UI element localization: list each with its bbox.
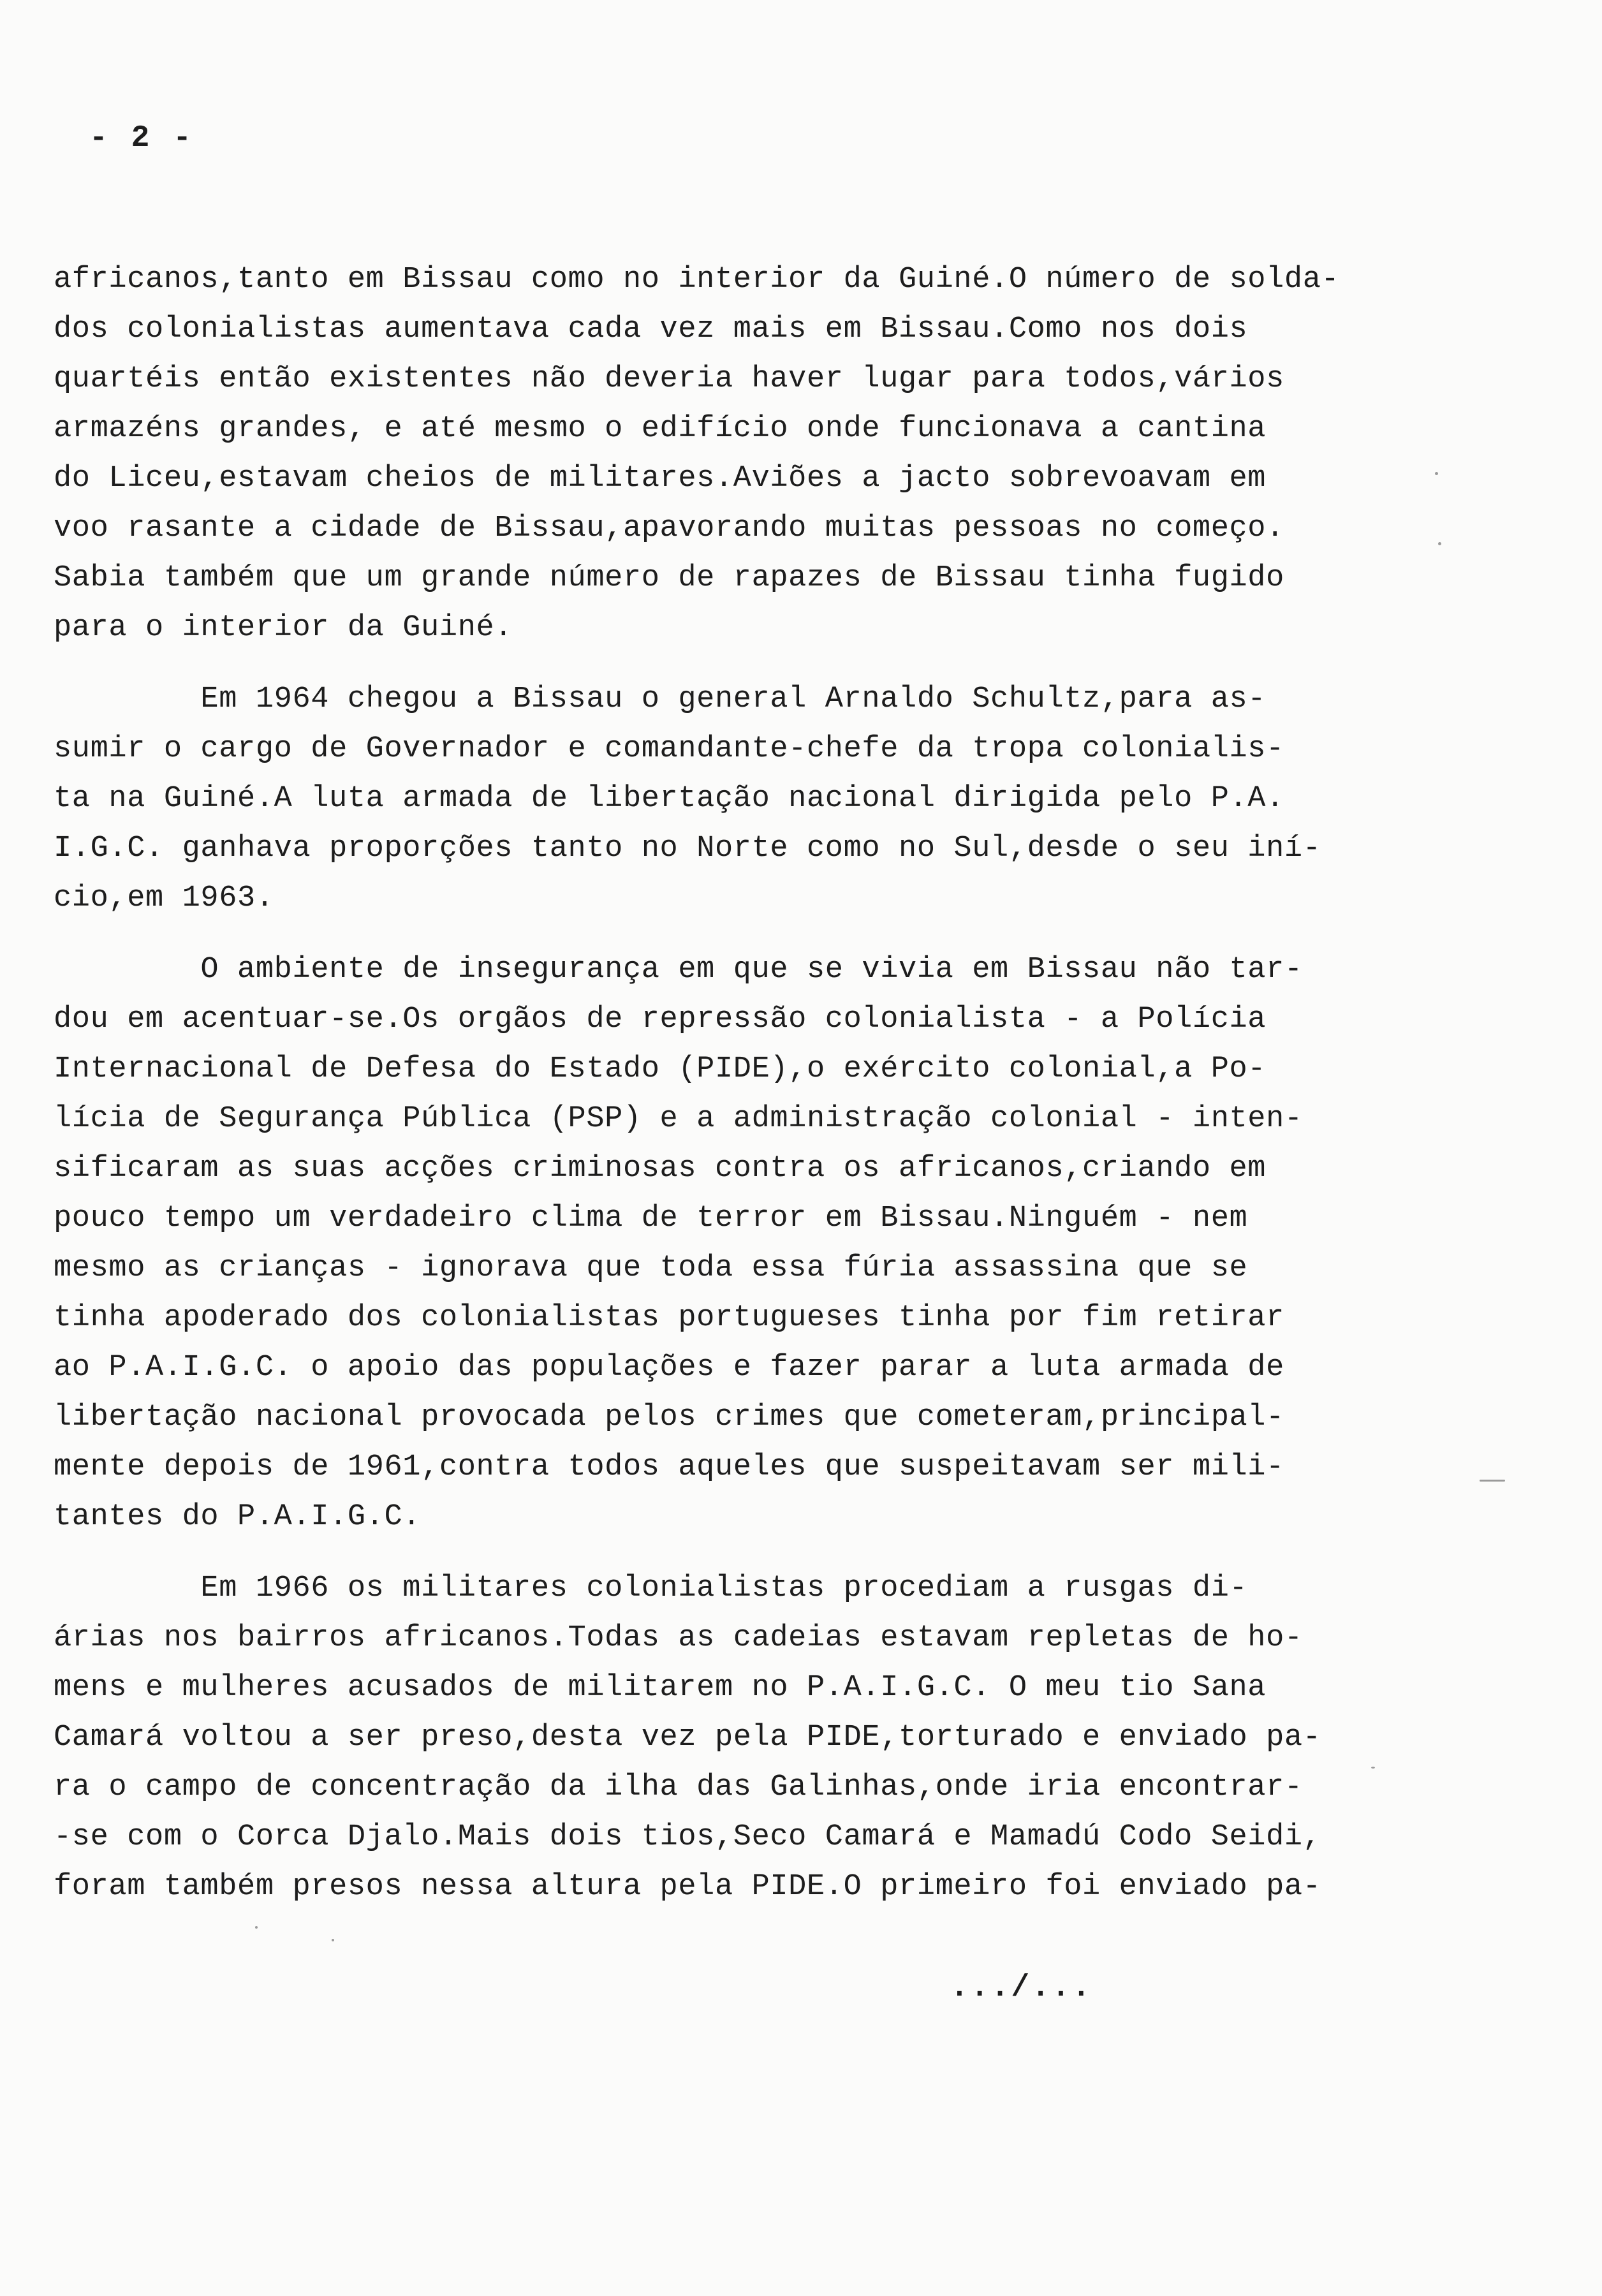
text-line: africanos,tanto em Bissau como no interior da Guiné.O número de solda- [54, 263, 1340, 297]
text-line: I.G.C. ganhava proporções tanto no Norte como no Sul,desde o seu iní- [54, 832, 1321, 865]
text-line: foram também presos nessa altura pela PIDE.O primeiro foi enviado pa- [54, 1870, 1321, 1904]
text-line: dos colonialistas aumentava cada vez mais em Bissau.Como nos dois [54, 313, 1248, 346]
continuation-mark: .../... [950, 1971, 1092, 2005]
paragraph-3 [54, 945, 1393, 1542]
scan-speck [332, 1939, 334, 1941]
text-line: tantes do P.A.I.G.C. [54, 1500, 422, 1534]
text-line: voo rasante a cidade de Bissau,apavorando muitas pessoas no começo. [54, 511, 1284, 545]
text-line: mens e mulheres acusados de militarem no P.A.I.G.C. O meu tio Sana [54, 1671, 1267, 1705]
scan-speck [1435, 472, 1438, 475]
text-line: árias nos bairros africanos.Todas as cadeias estavam repletas de ho- [54, 1621, 1303, 1655]
text-line: libertação nacional provocada pelos crimes que cometeram,principal- [54, 1401, 1284, 1434]
text-line: mente depois de 1961,contra todos aqueles que suspeitavam ser mili- [54, 1450, 1284, 1484]
text-line: cio,em 1963. [54, 881, 274, 915]
scan-speck [1438, 542, 1441, 545]
scan-speck [255, 1926, 258, 1929]
text-line: Sabia também que um grande número de rapazes de Bissau tinha fugido [54, 561, 1284, 595]
text-line: dou em acentuar-se.Os orgãos de repressão colonialista - a Polícia [54, 1003, 1267, 1036]
text-line: O ambiente de insegurança em que se vivia em Bissau não tar- [54, 953, 1303, 987]
paragraph-4 [54, 1564, 1393, 1912]
text-line: Internacional de Defesa do Estado (PIDE),o exército colonial,a Po- [54, 1052, 1267, 1086]
text-line: tinha apoderado dos colonialistas portugueses tinha por fim retirar [54, 1301, 1284, 1335]
text-line: lícia de Segurança Pública (PSP) e a administração colonial - inten- [54, 1102, 1303, 1136]
scan-speck [1371, 1767, 1375, 1769]
text-line: pouco tempo um verdadeiro clima de terror em Bissau.Ninguém - nem [54, 1202, 1248, 1235]
text-line: Em 1966 os militares colonialistas procediam a rusgas di- [54, 1571, 1248, 1605]
scan-speck [1480, 1480, 1505, 1482]
text-line: sumir o cargo de Governador e comandante-chefe da tropa colonialis- [54, 732, 1284, 766]
text-line: Em 1964 chegou a Bissau o general Arnaldo Schultz,para as- [54, 682, 1267, 716]
text-line: quartéis então existentes não deveria haver lugar para todos,vários [54, 362, 1284, 396]
body-text [54, 255, 1393, 1912]
text-line: armazéns grandes, e até mesmo o edifício onde funcionava a cantina [54, 412, 1267, 446]
text-line: ta na Guiné.A luta armada de libertação nacional dirigida pelo P.A. [54, 782, 1284, 816]
text-line: do Liceu,estavam cheios de militares.Aviões a jacto sobrevoavam em [54, 462, 1267, 496]
text-line: ra o campo de concentração da ilha das Galinhas,onde iria encontrar- [54, 1770, 1303, 1804]
paragraph-2 [54, 675, 1393, 924]
text-line: sificaram as suas acções criminosas contra os africanos,criando em [54, 1152, 1267, 1186]
text-line: Camará voltou a ser preso,desta vez pela PIDE,torturado e enviado pa- [54, 1721, 1321, 1755]
text-line: -se com o Corca Djalo.Mais dois tios,Seco Camará e Mamadú Codo Seidi, [54, 1820, 1321, 1854]
text-line: para o interior da Guiné. [54, 611, 513, 645]
page-number: - 2 - [89, 121, 195, 156]
text-line: ao P.A.I.G.C. o apoio das populações e fazer parar a luta armada de [54, 1351, 1284, 1385]
paragraph-1 [54, 255, 1393, 653]
text-line: mesmo as crianças - ignorava que toda essa fúria assassina que se [54, 1251, 1248, 1285]
